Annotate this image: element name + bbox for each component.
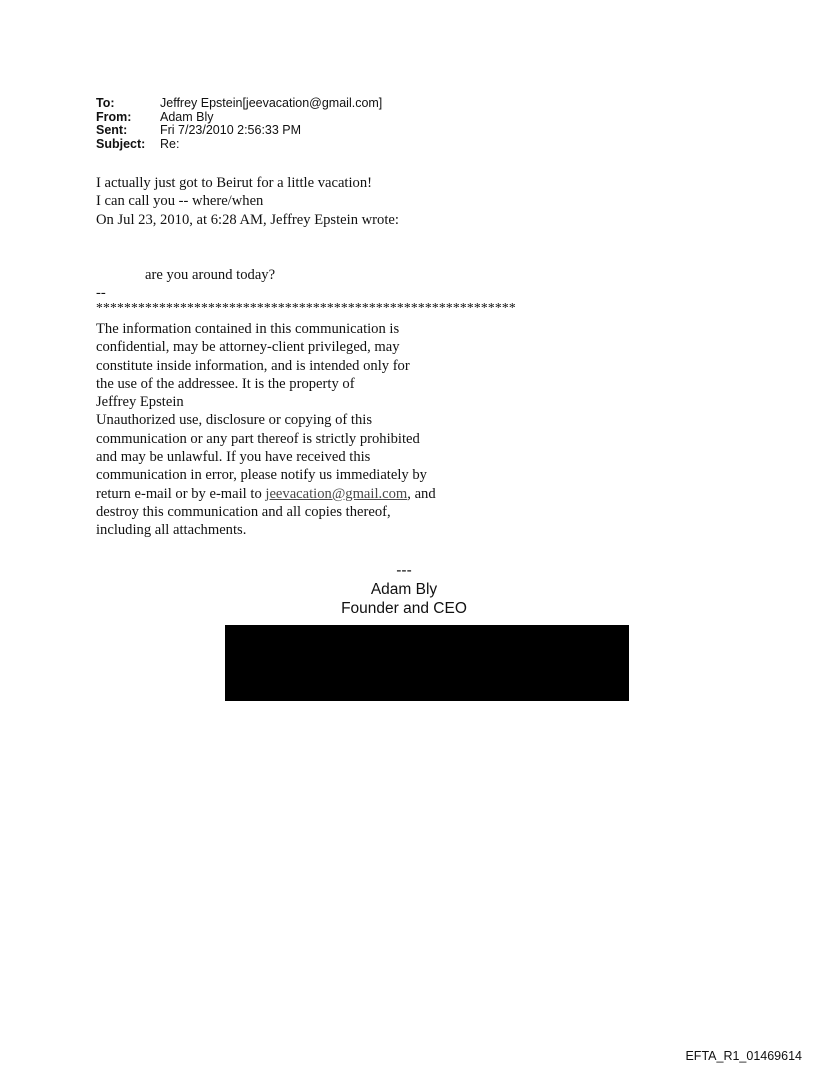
signoff-name: Adam Bly (370, 581, 438, 598)
subject-label: Subject: (96, 136, 146, 151)
email-header (96, 97, 382, 151)
header-from-row (96, 111, 382, 125)
signature-stars: ************************************************************ (96, 300, 516, 315)
disclaimer-line: Unauthorized use, disclosure or copying of this (96, 412, 373, 429)
signoff-dashes: --- (396, 562, 412, 579)
disclaimer-line: Jeffrey Epstein (96, 394, 184, 411)
to-label: To: (96, 96, 115, 110)
confidentiality-disclaimer (96, 320, 436, 540)
sent-value: Fri 7/23/2010 2:56:33 PM (160, 123, 302, 138)
header-subject-row (96, 138, 382, 152)
body-line: On Jul 23, 2010, at 6:28 AM, Jeffrey Epstein wrote: (96, 211, 399, 228)
body-line: I actually just got to Beirut for a little vacation! (96, 175, 372, 191)
return-prefix: return e-mail or by e-mail to (96, 485, 266, 502)
to-value: Jeffrey Epstein[jeevacation@gmail.com] (160, 96, 383, 110)
message-body (96, 174, 399, 229)
disclaimer-line: communication in error, please notify us immediately by (96, 467, 427, 484)
disclaimer-line: destroy this communication and all copies thereof, (96, 503, 391, 520)
from-value: Adam Bly (160, 109, 214, 124)
header-to-row (96, 97, 382, 111)
disclaimer-line-return (96, 485, 436, 503)
from-label: From: (96, 109, 132, 124)
subject-value: Re: (160, 136, 180, 151)
disclaimer-line: and may be unlawful. If you have received this (96, 449, 371, 466)
email-link[interactable]: jeevacation@gmail.com (265, 485, 408, 502)
signature-separator: -- (96, 285, 106, 301)
disclaimer-line: communication or any part thereof is strictly prohibited (96, 430, 420, 447)
disclaimer-line: confidential, may be attorney-client privileged, may (96, 339, 400, 356)
sent-label: Sent: (96, 123, 128, 138)
header-sent-row (96, 124, 382, 138)
disclaimer-line: constitute inside information, and is intended only for (96, 357, 410, 374)
body-line: I can call you -- where/when (96, 193, 264, 210)
disclaimer-line: including all attachments. (96, 522, 247, 539)
signoff-title: Founder and CEO (341, 600, 467, 617)
quoted-message: are you around today? (145, 267, 276, 283)
disclaimer-line: the use of the addressee. It is the property of (96, 375, 355, 392)
disclaimer-line: The information contained in this communication is (96, 321, 400, 337)
signoff-block (300, 561, 508, 618)
return-suffix: , and (407, 485, 436, 502)
document-id: EFTA_R1_01469614 (685, 1049, 802, 1063)
redaction-block (225, 625, 629, 701)
